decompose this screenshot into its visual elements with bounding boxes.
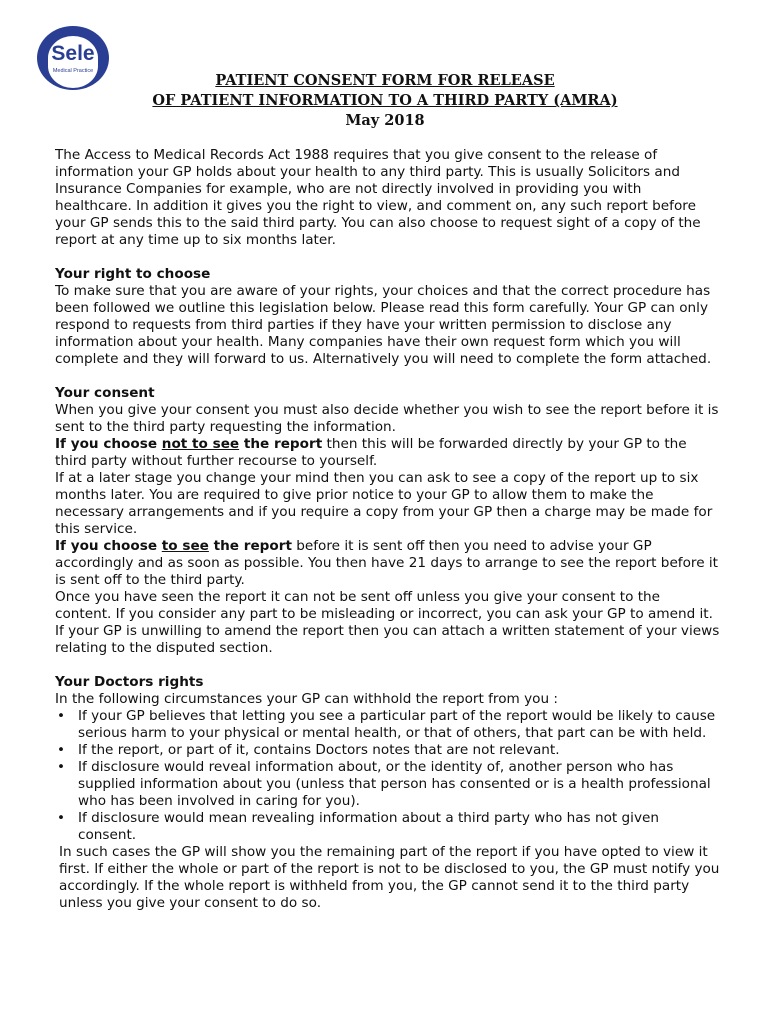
- option-to-see: If you choose to see the report before it is sent off then you need to advise your GP accordingly and as soon as possible. You then have 21 days to arrange to see the report before it is sent off to the third party.: [55, 538, 718, 588]
- list-item: • If disclosure would reveal information about, or the identity of, another person who has supplied information about you (unless that person has consented or is a health professional who has been involved in caring for you).: [55, 759, 720, 810]
- option-not-to-see: If you choose not to see the report then this will be forwarded directly by your GP to the third party without further recourse to yourself.: [55, 436, 687, 469]
- doctors-heading: Your Doctors rights: [55, 674, 204, 690]
- intro-paragraph: The Access to Medical Records Act 1988 requires that you give consent to the release of information your GP holds about your health to any third party. This is usually Solicitors and Insurance Companies for example, who are not directly involved in providing you with healthcare. In addition it gives you the right to view, and comment on, any such report before your GP sends this to the said third party. You can also choose to request sight of a copy of the report at any time up to six months later.: [55, 147, 701, 248]
- consent-heading: Your consent: [55, 385, 155, 401]
- withhold-list: [55, 708, 720, 844]
- closing-paragraph: In such cases the GP will show you the remaining part of the report if you have opted to view it first. If either the whole or part of the report is not to be disclosed to you, the GP must notify you accordingly. If the whole report is withheld from you, the GP cannot send it to the third party unless you give your consent to do so.: [59, 844, 720, 911]
- consent-paragraph: When you give your consent you must also decide whether you wish to see the report before it is sent to the third party requesting the information.: [55, 402, 719, 435]
- amend-paragraph: Once you have seen the report it can not be sent off unless you give your consent to the content. If you consider any part to be misleading or incorrect, you can ask your GP to amend it. If your GP is unwilling to amend the report then you can attach a written statement of your views relating to the disputed section.: [55, 589, 720, 656]
- logo-subtext: Medical Practice: [52, 68, 94, 74]
- logo-text: Sele: [51, 42, 95, 65]
- right-paragraph: To make sure that you are aware of your rights, your choices and that the correct procedure has been followed we outline this legislation below. Please read this form carefully. Your GP can only respond to requests from third parties if they have your written permission to disclose any information about your health. Many companies have their own request form which you will complete and they will forward to us. Alternatively you will need to complete the form attached.: [55, 283, 712, 367]
- right-heading: Your right to choose: [55, 266, 211, 282]
- later-stage-paragraph: If at a later stage you change your mind then you can ask to see a copy of the report up to six months later. You are required to give prior notice to your GP to allow them to make the necessary arrangements and if you require a copy from your GP then a charge may be made for this service.: [55, 470, 713, 537]
- form-title-line2: OF PATIENT INFORMATION TO A THIRD PARTY (AMRA): [152, 92, 618, 109]
- form-date: May 2018: [345, 112, 425, 129]
- list-item: • If your GP believes that letting you see a particular part of the report would be likely to cause serious harm to your physical or mental health, or that of others, that part can be with held.: [55, 708, 720, 742]
- list-item: • If disclosure would mean revealing information about a third party who has not given consent.: [55, 810, 720, 844]
- document-body: [55, 147, 720, 912]
- list-item: • If the report, or part of it, contains Doctors notes that are not relevant.: [55, 742, 720, 759]
- form-title-line1: PATIENT CONSENT FORM FOR RELEASE: [215, 72, 555, 89]
- doctors-intro: In the following circumstances your GP can withhold the report from you :: [55, 691, 558, 707]
